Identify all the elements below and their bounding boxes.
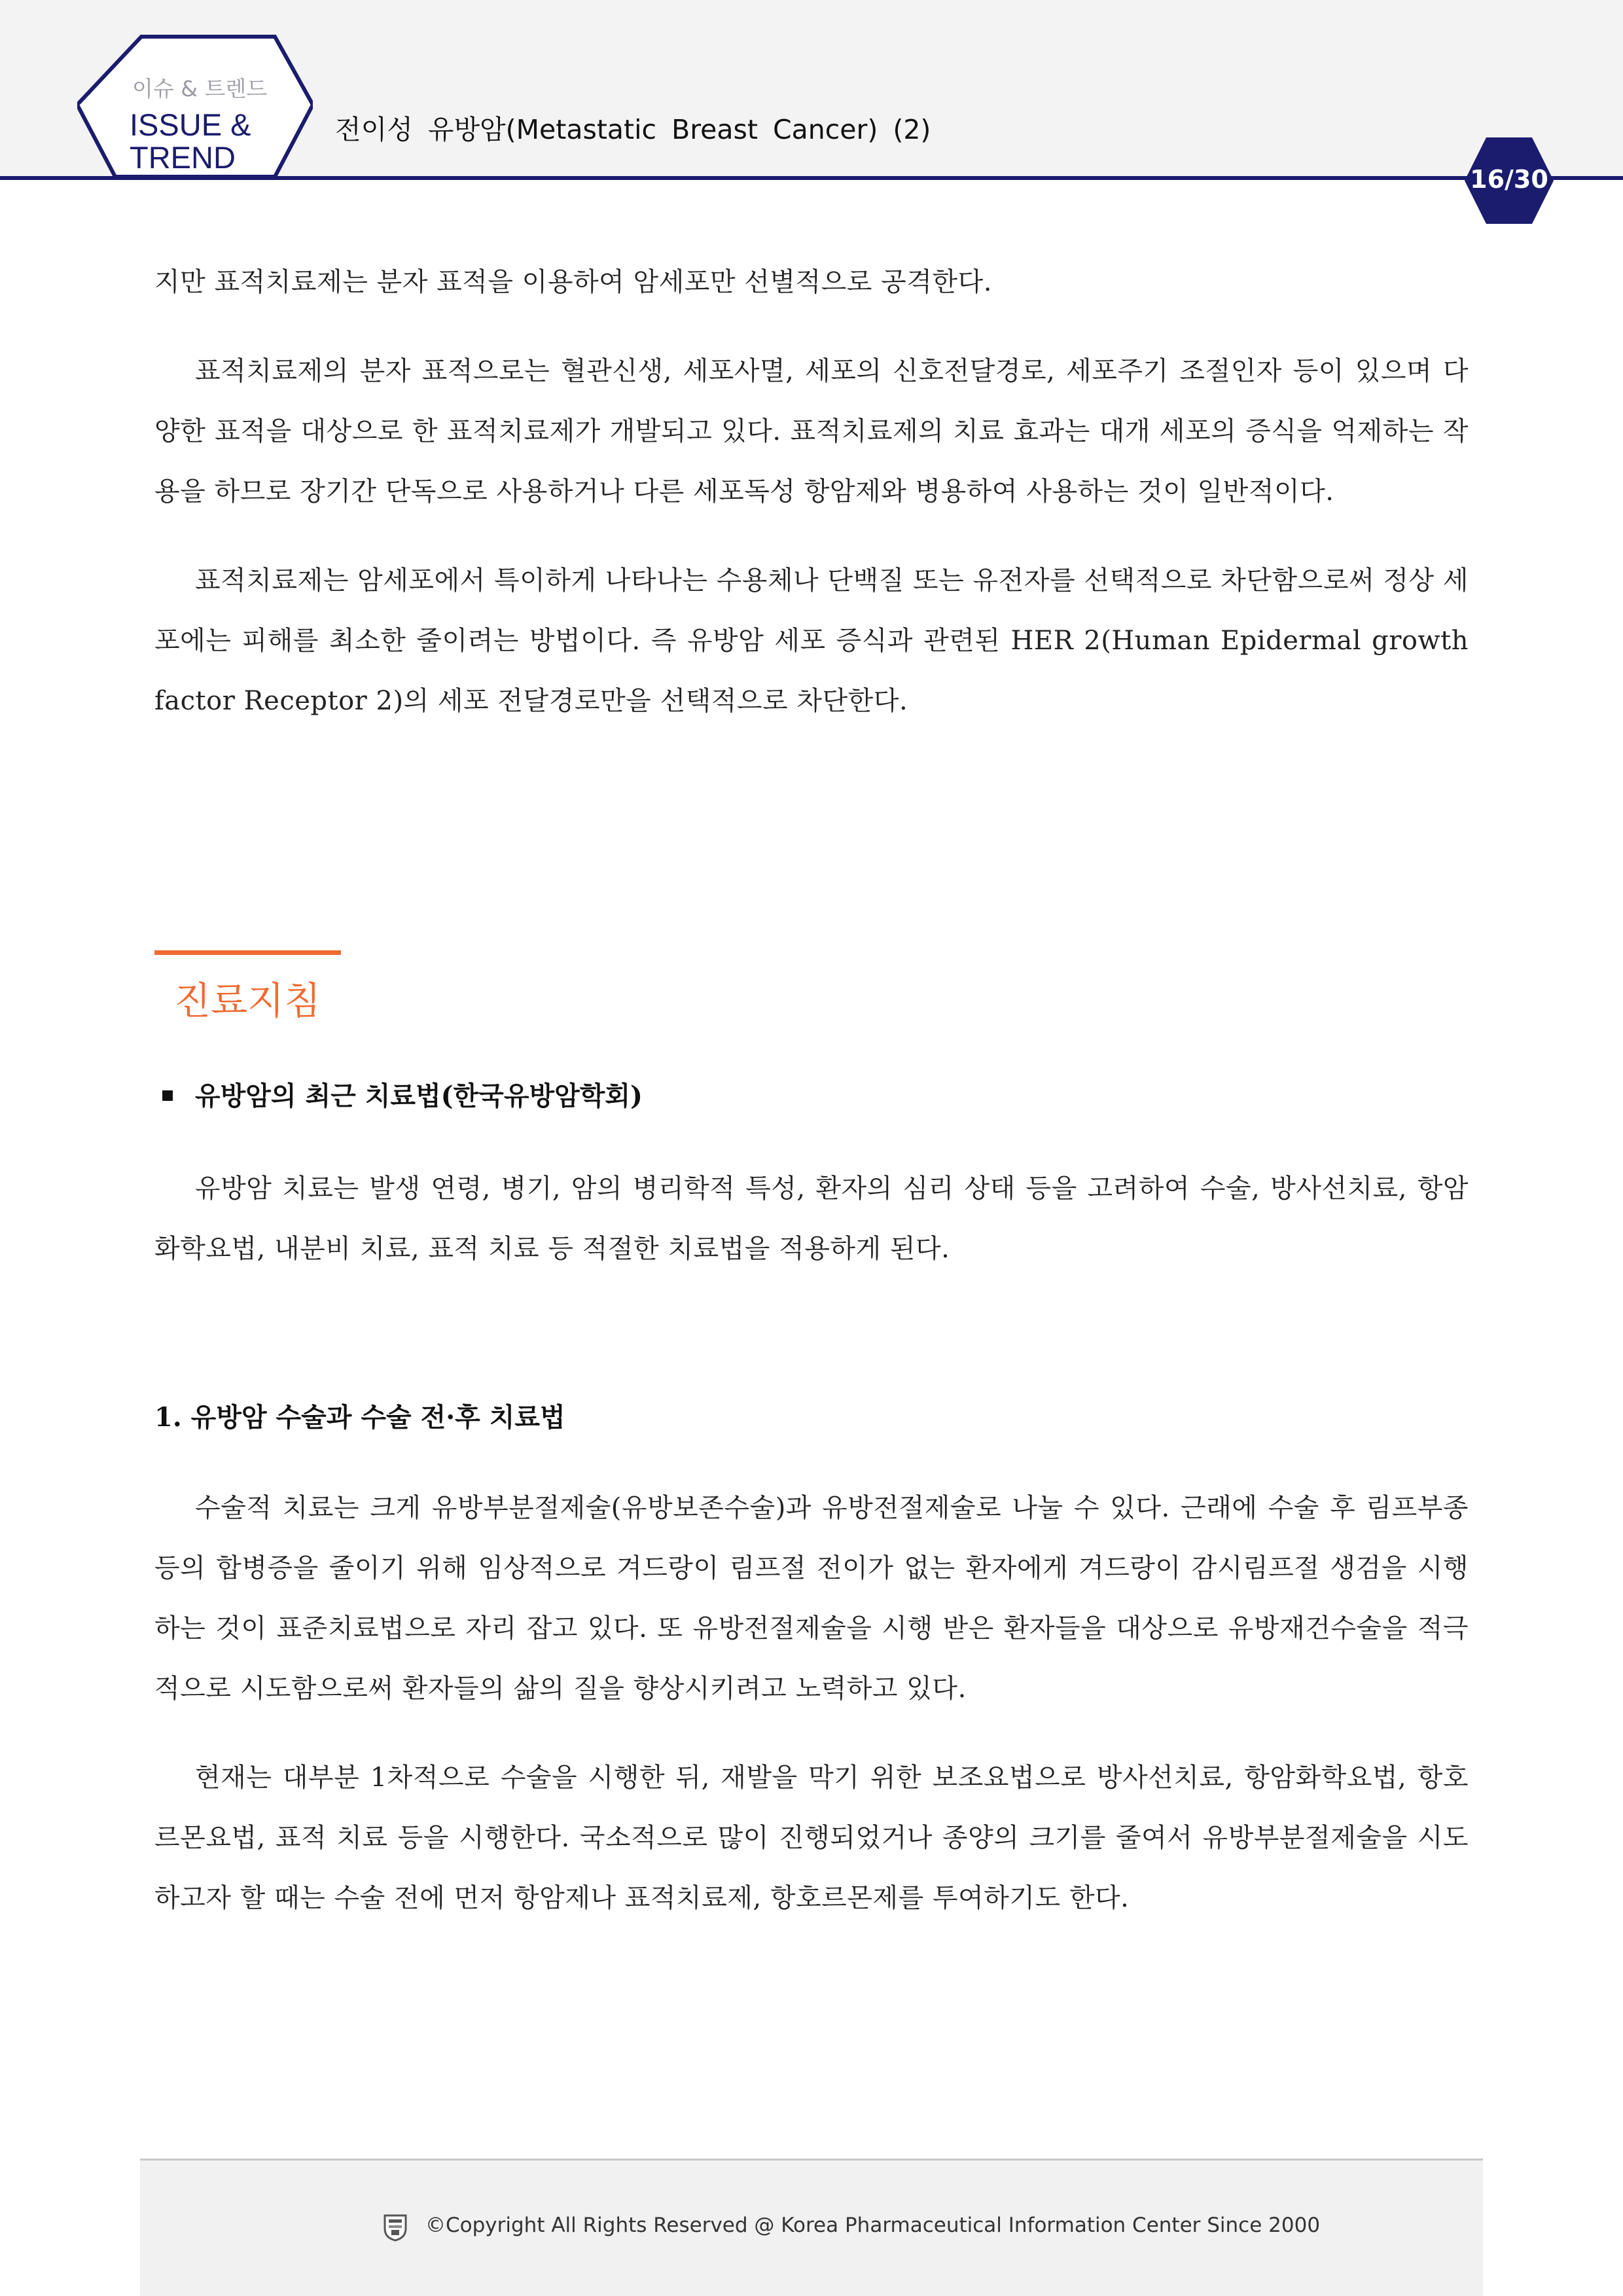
intro-paragraph-2: 표적치료제의 분자 표적으로는 혈관신생, 세포사멸, 세포의 신호전달경로, 세포주기 조절인자 등이 있으며 다양한 표적을 대상으로 한 표적치료제가 개발되고 있다. 표적치료제의 치료 효과는 대개 세포의 증식을 억제하는 작용을 하므로 장기간 단독으로 사용하거나 다른 세포독성 항암제와 병용하여 사용하는 것이 일반적이다. <box>154 356 1469 507</box>
section-title-underline <box>154 950 341 955</box>
document-title: 전이성 유방암(Metastatic Breast Cancer) (2) <box>335 114 931 145</box>
footer-divider <box>140 2159 1483 2161</box>
surgery-paragraph-2: 현재는 대부분 1차적으로 수술을 시행한 뒤, 재발을 막기 위한 보조요법으로 방사선치료, 항암화학요법, 항호르몬요법, 표적 치료 등을 시행한다. 국소적으로 많이 진행되었거나 종양의 크기를 줄여서 유방부분절제술을 시도하고자 할 때는 수술 전에 먼저 항암제나 표적치료제, 항호르몬제를 투여하기도 한다. <box>154 1763 1469 1913</box>
intro-paragraph-1: 지만 표적치료제는 분자 표적을 이용하여 암세포만 선별적으로 공격한다. <box>154 267 992 297</box>
bullet-text: 유방암의 최근 치료법(한국유방암학회) <box>195 1081 643 1111</box>
kpic-emblem-icon <box>382 2213 408 2242</box>
bullet-item <box>162 1075 643 1113</box>
surgery-paragraph-1: 수술적 치료는 크게 유방부분절제술(유방보존수술)과 유방전절제술로 나눌 수 있다. 근래에 수술 후 림프부종 등의 합병증을 줄이기 위해 임상적으로 겨드랑이 림프절 전이가 없는 환자에게 겨드랑이 감시림프절 생검을 시행하는 것이 표준치료법으로 자리 잡고 있다. 또 유방전절제술을 시행 받은 환자들을 대상으로 유방재건수술을 적극적으로 시도함으로써 환자들의 삶의 질을 향상시키려고 노력하고 있다. <box>154 1493 1469 1704</box>
logo-issue-text: ISSUE & <box>130 107 251 142</box>
treatment-overview <box>154 1158 1469 1279</box>
logo-korean-label: 이슈 & 트렌드 <box>132 76 268 101</box>
section-title: 진료지침 <box>174 978 321 1023</box>
bullet-square-icon <box>162 1090 173 1101</box>
intro-section <box>154 252 1469 731</box>
logo-trend-text: TREND <box>130 140 236 175</box>
treatment-overview-paragraph: 유방암 치료는 발생 연령, 병기, 암의 병리학적 특성, 환자의 심리 상태 등을 고려하여 수술, 방사선치료, 항암화학요법, 내분비 치료, 표적 치료 등 적절한 치료법을 적용하게 된다. <box>154 1174 1469 1264</box>
intro-paragraph-3: 표적치료제는 암세포에서 특이하게 나타나는 수용체나 단백질 또는 유전자를 선택적으로 차단함으로써 정상 세포에는 피해를 최소한 줄이려는 방법이다. 즉 유방암 세포 증식과 관련된 HER 2(Human Epidermal growth factor Receptor 2)의 세포 전달경로만을 선택적으로 차단한다. <box>154 565 1469 716</box>
subsection-title: 1. 유방암 수술과 수술 전·후 치료법 <box>154 1402 565 1433</box>
surgery-section <box>154 1478 1469 1928</box>
page-number: 16/30 <box>1470 165 1548 194</box>
copyright-text: ©Copyright All Rights Reserved @ Korea Pharmaceutical Information Center Since 2000 <box>425 2214 1321 2237</box>
